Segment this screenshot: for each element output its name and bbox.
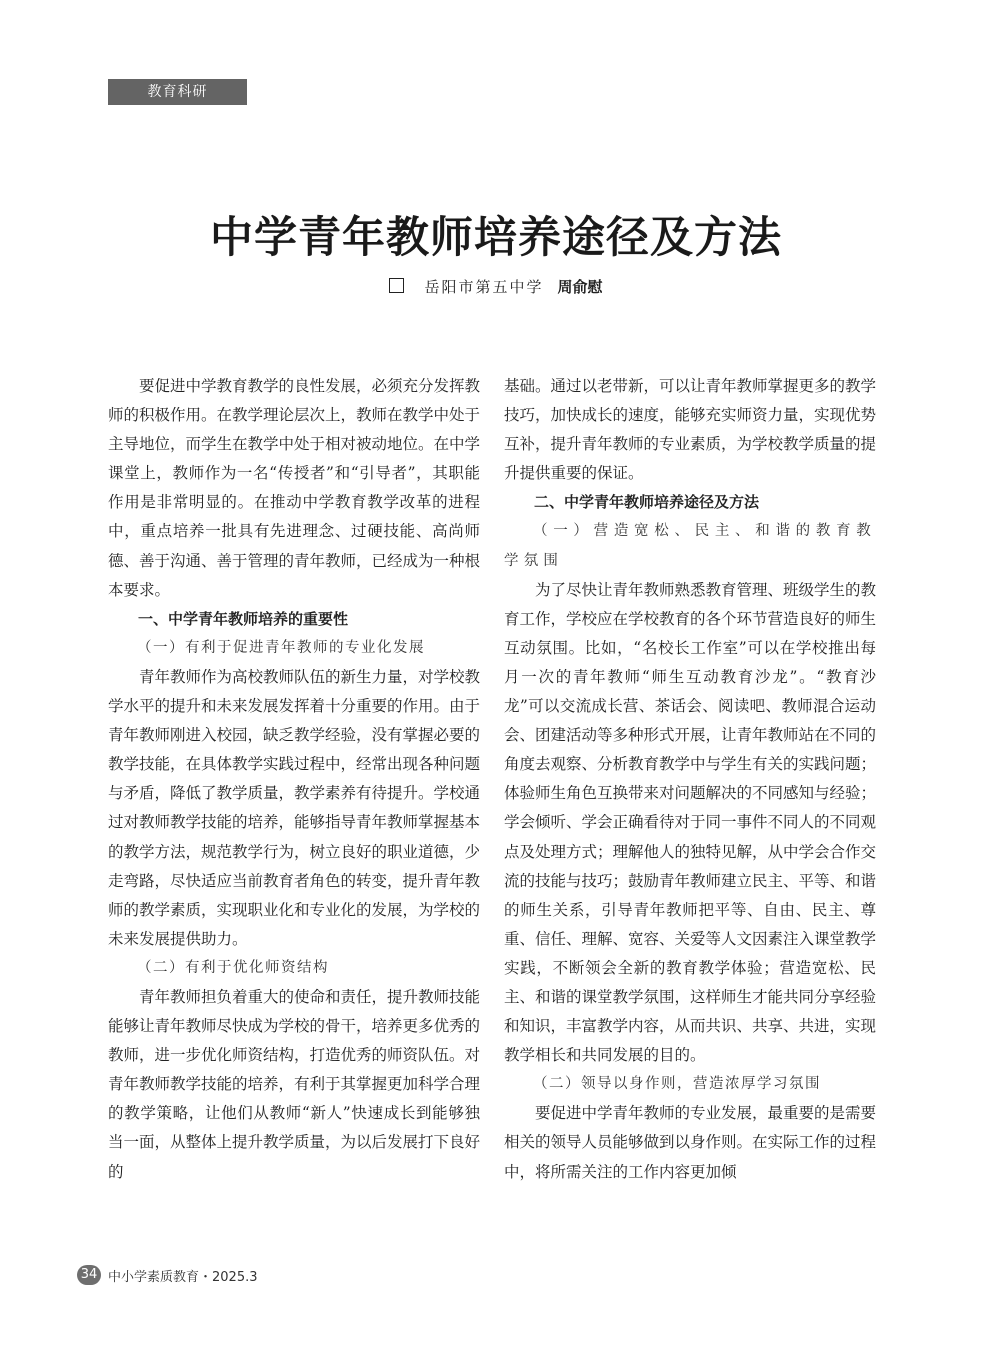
square-bullet-icon [389, 278, 404, 293]
subheading-2-1: （一）营造宽松、民主、和谐的教育教学氛围 [504, 523, 876, 569]
subheading-1-2: （二）有利于优化师资结构 [137, 959, 329, 976]
subheading-1-1: （一）有利于促进青年教师的专业化发展 [137, 639, 425, 656]
byline [0, 276, 992, 298]
page-footer [77, 1264, 258, 1286]
article-title: 中学青年教师培养途径及方法 [210, 213, 782, 263]
section-tag: 教育科研 [108, 79, 247, 105]
paragraph-1-1: 青年教师作为高校教师队伍的新生力量，对学校教学水平的提升和未来发展发挥着十分重要的作用。由于青年教师刚进入校园，缺乏教学经验，没有掌握必要的教学技能，在具体教学实践过程中，经常出现各种问题与矛盾，降低了教学质量，教学素养有待提升。学校通过对教师教学技能的培养，能够指导青年教师掌握基本的教学方法，规范教学行为，树立良好的职业道德，少走弯路，尽快适应当前教育者角色的转变，提升青年教师的教学素质，实现职业化和专业化的发展，为学校的未来发展提供助力。 [108, 667, 481, 948]
journal-name: 中小学素质教育・2025.3 [108, 1269, 258, 1285]
author-school: 岳阳市第五中学 [424, 278, 544, 296]
page-number-badge: 34 [77, 1265, 101, 1285]
paragraph-1-2: 青年教师担负着重大的使命和责任，提升教师技能能够让青年教师尽快成为学校的骨干，培养更多优秀的教师，进一步优化师资结构，打造优秀的师资队伍。对青年教师教学技能的培养，有利于其掌握更加科学合理的教学策略，让他们从教师“新人”快速成长到能够独当一面，从整体上提升教学质量，为以后发展打下良好的 [108, 987, 481, 1181]
right-column [504, 372, 876, 1187]
paragraph-intro: 要促进中学教育教学的良性发展，必须充分发挥教师的积极作用。在教学理论层次上，教师在教学中处于主导地位，而学生在教学中处于相对被动地位。在中学课堂上，教师作为一名“传授者”和“引导者”，其职能作用是非常明显的。在推动中学教育教学改革的进程中，重点培养一批具有先进理念、过硬技能、高尚师德、善于沟通、善于管理的青年教师，已经成为一种根本要求。 [108, 377, 481, 599]
subheading-2-2: （二）领导以身作则，营造浓厚学习氛围 [533, 1076, 821, 1093]
paragraph-continued: 基础。通过以老带新，可以让青年教师掌握更多的教学技巧，加快成长的速度，能够充实师资力量，实现优势互补，提升青年教师的专业素质，为学校教学质量的提升提供重要的保证。 [504, 377, 877, 483]
paragraph-2-2: 要促进中学青年教师的专业发展，最重要的是需要相关的领导人员能够做到以身作则。在实际工作的过程中，将所需关注的工作内容更加倾 [504, 1104, 877, 1181]
left-column [108, 372, 480, 1187]
author-name: 周俞慰 [557, 278, 603, 296]
heading-section-1: 一、中学青年教师培养的重要性 [138, 609, 349, 628]
paragraph-2-1: 为了尽快让青年教师熟悉教育管理、班级学生的教育工作，学校应在学校教育的各个环节营造良好的师生互动氛围。比如，“名校长工作室”可以在学校推出每月一次的青年教师“师生互动教育沙龙”。“教育沙龙”可以交流成长营、茶话会、阅读吧、教师混合运动会、团建活动等多种形式开展，让青年教师站在不同的角度去观察、分析教育教学中与学生有关的实践问题；体验师生角色互换带来对问题解决的不同感知与经验；学会倾听、学会正确看待对于同一事件不同人的不同观点及处理方式；理解他人的独特见解，从中学会合作交流的技能与技巧；鼓励青年教师建立民主、平等、和谐的师生关系，引导青年教师把平等、自由、民主、尊重、信任、理解、宽容、关爱等人文因素注入课堂教学实践，不断领会全新的教育教学体验；营造宽松、民主、和谐的课堂教学氛围，这样师生才能共同分享经验和知识，丰富教学内容，从而共识、共享、共进，实现教学相长和共同发展的目的。 [504, 580, 877, 1065]
heading-section-2: 二、中学青年教师培养途径及方法 [534, 493, 760, 512]
